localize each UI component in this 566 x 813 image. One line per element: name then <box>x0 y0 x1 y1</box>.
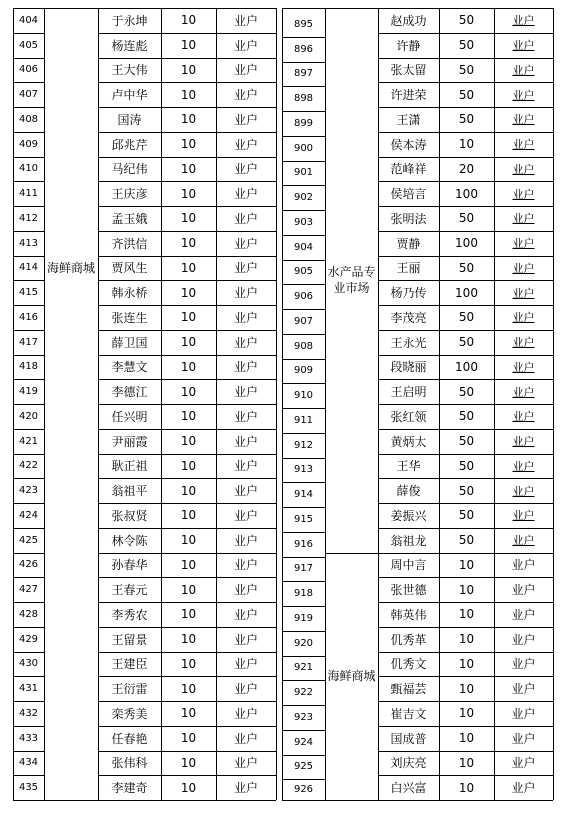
donation-amount: 10 <box>180 409 197 424</box>
donor-type: 业户 <box>233 682 258 697</box>
donation-amount: 10 <box>180 38 197 53</box>
row-number: 903 <box>293 216 314 228</box>
donation-amount: 10 <box>180 112 197 127</box>
donor-name: 国成普 <box>390 731 427 746</box>
donor-type: 业户 <box>233 508 258 523</box>
row-number: 900 <box>293 142 314 154</box>
donor-type: 业户 <box>233 261 258 276</box>
donor-type: 业户 <box>233 112 258 127</box>
donor-type: 业户 <box>511 756 536 771</box>
row-number: 924 <box>293 736 314 748</box>
row-number: 419 <box>18 386 39 398</box>
donor-type: 业户 <box>233 211 258 226</box>
market-label: 水产品专业市场 <box>327 265 376 296</box>
donor-type: 业户 <box>512 410 535 424</box>
row-number: 902 <box>293 192 314 204</box>
donor-name: 韩英伟 <box>390 607 427 622</box>
row-number: 918 <box>293 588 314 600</box>
row-number: 926 <box>293 784 314 796</box>
donation-amount: 10 <box>180 359 197 374</box>
donor-name: 崔吉文 <box>390 706 427 721</box>
donation-amount: 100 <box>455 359 478 374</box>
donor-name: 国涛 <box>117 112 142 127</box>
donation-amount: 10 <box>458 681 475 696</box>
donor-name: 翁祖龙 <box>390 533 427 548</box>
row-number: 907 <box>293 315 314 327</box>
row-border <box>325 553 378 554</box>
donor-name: 贾风生 <box>111 261 148 276</box>
column-border <box>553 8 554 800</box>
donor-type: 业户 <box>233 484 258 499</box>
donation-amount: 50 <box>458 335 475 350</box>
row-number: 897 <box>293 68 314 80</box>
donor-type: 业户 <box>511 632 536 647</box>
donor-type: 业户 <box>512 459 535 473</box>
donation-amount: 10 <box>180 780 197 795</box>
row-number: 421 <box>18 435 39 447</box>
row-border <box>282 8 325 9</box>
donor-type: 业户 <box>233 657 258 672</box>
donor-type: 业户 <box>233 632 258 647</box>
row-number: 405 <box>18 39 39 51</box>
row-number: 408 <box>18 113 39 125</box>
donor-type: 业户 <box>512 360 535 374</box>
row-number: 912 <box>293 439 314 451</box>
row-number: 920 <box>293 637 314 649</box>
row-number: 414 <box>18 262 39 274</box>
donor-name: 贾静 <box>396 236 421 251</box>
donor-type: 业户 <box>511 657 536 672</box>
row-number: 407 <box>18 89 39 101</box>
donor-type: 业户 <box>512 212 535 226</box>
donor-name: 王永光 <box>390 335 427 350</box>
donor-type: 业户 <box>512 534 535 548</box>
donor-name: 王衍雷 <box>111 682 148 697</box>
donation-amount: 10 <box>458 706 475 721</box>
row-number: 905 <box>293 266 314 278</box>
donor-name: 孙春华 <box>111 558 148 573</box>
donor-name: 马纪伟 <box>111 162 148 177</box>
row-border <box>378 800 553 801</box>
row-number: 898 <box>293 93 314 105</box>
donation-amount: 10 <box>458 780 475 795</box>
donation-amount: 100 <box>455 236 478 251</box>
donation-amount: 50 <box>458 384 475 399</box>
donor-name: 李秀农 <box>111 607 148 622</box>
row-number: 425 <box>18 534 39 546</box>
donation-amount: 50 <box>458 211 475 226</box>
donation-amount: 10 <box>180 557 197 572</box>
donor-name: 王春元 <box>111 583 148 598</box>
donation-amount: 10 <box>458 755 475 770</box>
donor-type: 业户 <box>511 781 536 796</box>
row-number: 909 <box>293 365 314 377</box>
donor-type: 业户 <box>233 533 258 548</box>
donation-amount: 50 <box>458 508 475 523</box>
donor-name: 许静 <box>396 38 421 53</box>
row-number: 420 <box>18 410 39 422</box>
donor-type: 业户 <box>511 607 536 622</box>
donation-amount: 10 <box>180 186 197 201</box>
row-number: 412 <box>18 212 39 224</box>
donor-type: 业户 <box>233 236 258 251</box>
donor-type: 业户 <box>512 39 535 53</box>
row-number: 896 <box>293 43 314 55</box>
donor-name: 任春艳 <box>111 731 148 746</box>
row-number: 411 <box>18 188 39 200</box>
donor-type: 业户 <box>512 113 535 127</box>
donation-amount: 100 <box>455 285 478 300</box>
donor-name: 侯培言 <box>390 187 427 202</box>
donor-name: 王华 <box>396 459 421 474</box>
row-number: 908 <box>293 340 314 352</box>
donor-name: 卢中华 <box>111 88 148 103</box>
row-number: 433 <box>18 732 39 744</box>
donor-name: 薛卫国 <box>111 335 148 350</box>
row-number: 415 <box>18 287 39 299</box>
donation-amount: 10 <box>180 260 197 275</box>
market-label: 海鲜商城 <box>327 669 376 684</box>
donor-type: 业户 <box>512 237 535 251</box>
row-number: 432 <box>18 707 39 719</box>
donation-amount: 10 <box>180 384 197 399</box>
donor-name: 任兴明 <box>111 409 148 424</box>
donor-name: 范峰祥 <box>390 162 427 177</box>
row-number: 922 <box>293 687 314 699</box>
row-number: 911 <box>293 414 314 426</box>
donor-type: 业户 <box>512 484 535 498</box>
donation-amount: 10 <box>180 508 197 523</box>
donation-amount: 10 <box>180 656 197 671</box>
donor-name: 杨连彪 <box>111 38 148 53</box>
donor-name: 黄炳太 <box>390 434 427 449</box>
donor-type: 业户 <box>512 138 535 152</box>
donation-amount: 10 <box>180 533 197 548</box>
row-number: 422 <box>18 460 39 472</box>
donor-name: 孟玉娥 <box>111 211 148 226</box>
row-number: 429 <box>18 633 39 645</box>
donor-type: 业户 <box>233 706 258 721</box>
donor-type: 业户 <box>233 162 258 177</box>
donor-name: 王大伟 <box>111 63 148 78</box>
row-number: 428 <box>18 608 39 620</box>
donor-type: 业户 <box>512 509 535 523</box>
donation-amount: 20 <box>458 161 475 176</box>
donation-amount: 10 <box>180 681 197 696</box>
donation-amount: 50 <box>458 458 475 473</box>
row-number: 404 <box>18 14 39 26</box>
donor-type: 业户 <box>233 558 258 573</box>
row-number: 423 <box>18 485 39 497</box>
donation-amount: 50 <box>458 260 475 275</box>
row-number: 906 <box>293 291 314 303</box>
donation-amount: 50 <box>458 112 475 127</box>
donation-amount: 50 <box>458 533 475 548</box>
row-number: 413 <box>18 237 39 249</box>
donor-type: 业户 <box>512 88 535 102</box>
donor-type: 业户 <box>233 583 258 598</box>
row-border <box>325 8 378 9</box>
row-number: 430 <box>18 658 39 670</box>
donor-type: 业户 <box>233 409 258 424</box>
donation-amount: 10 <box>458 656 475 671</box>
row-number: 410 <box>18 163 39 175</box>
donor-name: 张叔贤 <box>111 508 148 523</box>
donation-amount: 50 <box>458 434 475 449</box>
donor-type: 业户 <box>233 360 258 375</box>
donor-name: 翁祖平 <box>111 484 148 499</box>
row-number: 916 <box>293 538 314 550</box>
donor-type: 业户 <box>233 459 258 474</box>
donor-type: 业户 <box>233 335 258 350</box>
donor-name: 张连生 <box>111 310 148 325</box>
donor-name: 王建臣 <box>111 657 148 672</box>
donation-amount: 10 <box>180 434 197 449</box>
donation-amount: 50 <box>458 87 475 102</box>
donation-amount: 10 <box>458 607 475 622</box>
donor-type: 业户 <box>233 731 258 746</box>
row-number: 901 <box>293 167 314 179</box>
donor-type: 业户 <box>233 756 258 771</box>
donor-name: 王留景 <box>111 632 148 647</box>
donor-type: 业户 <box>233 137 258 152</box>
donation-amount: 10 <box>180 731 197 746</box>
row-number: 435 <box>18 782 39 794</box>
donation-amount: 50 <box>458 310 475 325</box>
donation-amount: 10 <box>458 582 475 597</box>
donor-name: 尹丽霞 <box>111 434 148 449</box>
donor-name: 王庆彦 <box>111 187 148 202</box>
donation-amount: 50 <box>458 483 475 498</box>
donor-type: 业户 <box>512 311 535 325</box>
donor-name: 李茂亮 <box>390 310 427 325</box>
donor-name: 林令陈 <box>111 533 148 548</box>
donor-type: 业户 <box>233 88 258 103</box>
donor-type: 业户 <box>512 14 535 28</box>
donor-type: 业户 <box>511 583 536 598</box>
donation-amount: 10 <box>180 483 197 498</box>
row-number: 913 <box>293 464 314 476</box>
donor-name: 张明法 <box>390 211 427 226</box>
donation-amount: 10 <box>458 731 475 746</box>
donation-amount: 50 <box>458 62 475 77</box>
donor-type: 业户 <box>511 682 536 697</box>
row-number: 914 <box>293 489 314 501</box>
row-number: 409 <box>18 138 39 150</box>
donor-name: 姜振兴 <box>390 508 427 523</box>
donor-type: 业户 <box>233 38 258 53</box>
donation-amount: 10 <box>180 211 197 226</box>
donation-amount: 10 <box>180 632 197 647</box>
row-number: 919 <box>293 612 314 624</box>
donor-type: 业户 <box>233 187 258 202</box>
row-number: 910 <box>293 390 314 402</box>
donation-amount: 10 <box>180 137 197 152</box>
donor-name: 刘庆亮 <box>390 756 427 771</box>
donor-name: 耿正祖 <box>111 459 148 474</box>
donor-name: 甄福芸 <box>390 682 427 697</box>
row-number: 417 <box>18 336 39 348</box>
donation-amount: 10 <box>180 161 197 176</box>
donor-name: 薛俊 <box>396 484 421 499</box>
donor-type: 业户 <box>512 261 535 275</box>
donation-amount: 10 <box>180 62 197 77</box>
donor-type: 业户 <box>233 434 258 449</box>
donor-name: 仉秀革 <box>390 632 427 647</box>
donation-amount: 10 <box>180 607 197 622</box>
donor-type: 业户 <box>233 310 258 325</box>
donor-name: 王启明 <box>390 385 427 400</box>
donor-name: 侯本涛 <box>390 137 427 152</box>
donor-type: 业户 <box>233 607 258 622</box>
row-number: 915 <box>293 513 314 525</box>
donor-name: 仉秀文 <box>390 657 427 672</box>
donor-type: 业户 <box>511 558 536 573</box>
donor-type: 业户 <box>512 286 535 300</box>
donor-name: 齐洪信 <box>111 236 148 251</box>
donor-name: 王潇 <box>396 112 421 127</box>
donor-name: 张伟科 <box>111 756 148 771</box>
donor-type: 业户 <box>511 706 536 721</box>
donor-name: 张太留 <box>390 63 427 78</box>
donor-name: 于永坤 <box>111 13 148 28</box>
donation-amount: 10 <box>458 557 475 572</box>
row-border <box>282 800 325 801</box>
row-number: 416 <box>18 311 39 323</box>
donor-type: 业户 <box>511 731 536 746</box>
row-number: 426 <box>18 559 39 571</box>
donation-amount: 10 <box>180 458 197 473</box>
donation-amount: 10 <box>180 236 197 251</box>
donor-type: 业户 <box>512 187 535 201</box>
donor-type: 业户 <box>233 13 258 28</box>
donor-type: 业户 <box>233 63 258 78</box>
row-number: 899 <box>293 117 314 129</box>
donation-amount: 10 <box>458 632 475 647</box>
donor-type: 业户 <box>512 435 535 449</box>
row-number: 904 <box>293 241 314 253</box>
row-number: 406 <box>18 64 39 76</box>
donation-amount: 10 <box>180 285 197 300</box>
donor-type: 业户 <box>233 781 258 796</box>
donation-amount: 10 <box>458 137 475 152</box>
row-number: 431 <box>18 683 39 695</box>
donor-type: 业户 <box>512 336 535 350</box>
donation-amount: 10 <box>180 335 197 350</box>
donor-type: 业户 <box>512 162 535 176</box>
donor-name: 韩永桥 <box>111 286 148 301</box>
donation-amount: 10 <box>180 310 197 325</box>
donor-name: 赵成功 <box>390 13 427 28</box>
donor-type: 业户 <box>233 286 258 301</box>
donation-amount: 10 <box>180 87 197 102</box>
row-number: 424 <box>18 509 39 521</box>
donor-type: 业户 <box>512 63 535 77</box>
donation-amount: 10 <box>180 706 197 721</box>
row-number: 921 <box>293 662 314 674</box>
donor-name: 段晓丽 <box>390 360 427 375</box>
donor-name: 杨乃传 <box>390 286 427 301</box>
donor-name: 张红领 <box>390 409 427 424</box>
row-number: 923 <box>293 711 314 723</box>
donation-amount: 50 <box>458 13 475 28</box>
donor-name: 邱兆芹 <box>111 137 148 152</box>
row-number: 895 <box>293 18 314 30</box>
donor-name: 李慧文 <box>111 360 148 375</box>
market-label: 海鲜商城 <box>46 260 95 275</box>
row-number: 434 <box>18 757 39 769</box>
donor-name: 栾秀美 <box>111 706 148 721</box>
donation-amount: 10 <box>180 13 197 28</box>
donation-amount: 10 <box>180 582 197 597</box>
donor-name: 李建奇 <box>111 781 148 796</box>
donation-amount: 100 <box>455 186 478 201</box>
donation-amount: 50 <box>458 409 475 424</box>
donor-name: 李德江 <box>111 385 148 400</box>
row-number: 917 <box>293 563 314 575</box>
donor-name: 白兴富 <box>390 781 427 796</box>
donor-name: 周中言 <box>390 558 427 573</box>
donor-name: 王丽 <box>396 261 421 276</box>
donor-type: 业户 <box>233 385 258 400</box>
donor-name: 张世德 <box>390 583 427 598</box>
row-number: 418 <box>18 361 39 373</box>
row-number: 925 <box>293 761 314 773</box>
row-border <box>325 800 378 801</box>
row-number: 427 <box>18 584 39 596</box>
donor-type: 业户 <box>512 385 535 399</box>
donation-amount: 10 <box>180 755 197 770</box>
donor-name: 许进荣 <box>390 88 427 103</box>
donation-amount: 50 <box>458 38 475 53</box>
